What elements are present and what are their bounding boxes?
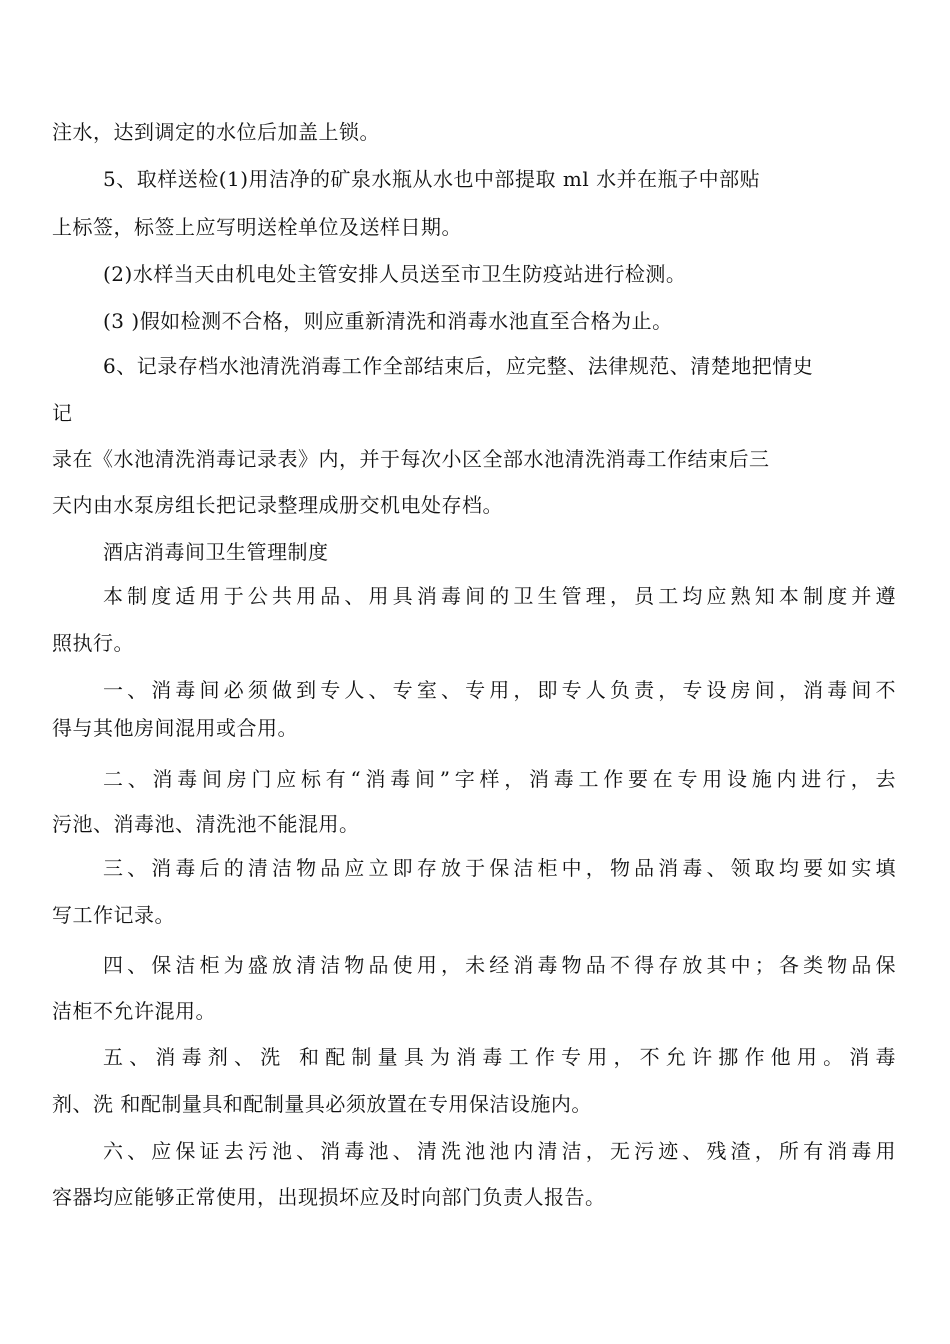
- text-line: 容器均应能够正常使用，出现损坏应及时向部门负责人报告。: [52, 1185, 606, 1209]
- text-line: 三、消毒后的清洁物品应立即存放于保洁柜中，物品消毒、领取均要如实填: [103, 856, 896, 880]
- text-line: 五、消毒剂、洗 和配制量具为消毒工作专用，不允许挪作他用。消毒: [103, 1045, 896, 1069]
- text-line: 污池、消毒池、清洗池不能混用。: [52, 812, 360, 836]
- text-line: 天内由水泵房组长把记录整理成册交机电处存档。: [52, 493, 503, 517]
- text-line: (2)水样当天由机电处主管安排人员送至市卫生防疫站进行检测。: [103, 262, 687, 286]
- section-title: 酒店消毒间卫生管理制度: [103, 540, 329, 564]
- text-line: 六、应保证去污池、消毒池、清洗池池内清洁，无污迹、残渣，所有消毒用: [103, 1139, 896, 1163]
- text-line: 得与其他房间混用或合用。: [52, 716, 298, 740]
- text-line: 一、消毒间必须做到专人、专室、专用，即专人负责，专设房间，消毒间不: [103, 678, 896, 702]
- text-line: 记: [52, 401, 73, 425]
- text-line: 四、保洁柜为盛放清洁物品使用，未经消毒物品不得存放其中；各类物品保: [103, 953, 896, 977]
- text-line: 6、记录存档水池清洗消毒工作全部结束后，应完整、法律规范、清楚地把情史: [103, 354, 814, 378]
- text-line: 5、取样送检(1)用洁净的矿泉水瓶从水也中部提取 ml 水并在瓶子中部贴: [103, 167, 761, 191]
- text-line: 录在《水池清洗消毒记录表》内，并于每次小区全部水池清洗消毒工作结束后三: [52, 447, 770, 471]
- text-line: 写工作记录。: [52, 903, 175, 927]
- text-line: 二、消毒间房门应标有“消毒间”字样，消毒工作要在专用设施内进行，去: [103, 767, 896, 791]
- text-line: 洁柜不允许混用。: [52, 999, 216, 1023]
- text-line: 上标签，标签上应写明送栓单位及送样日期。: [52, 215, 462, 239]
- text-line: 照执行。: [52, 631, 134, 655]
- text-line: 本制度适用于公共用品、用具消毒间的卫生管理，员工均应熟知本制度并遵: [103, 584, 896, 608]
- text-line: 注水，达到调定的水位后加盖上锁。: [52, 120, 380, 144]
- text-line: 剂、洗 和配制量具和配制量具必须放置在专用保洁设施内。: [52, 1092, 592, 1116]
- text-line: (3 )假如检测不合格，则应重新清洗和消毒水池直至合格为止。: [103, 309, 673, 333]
